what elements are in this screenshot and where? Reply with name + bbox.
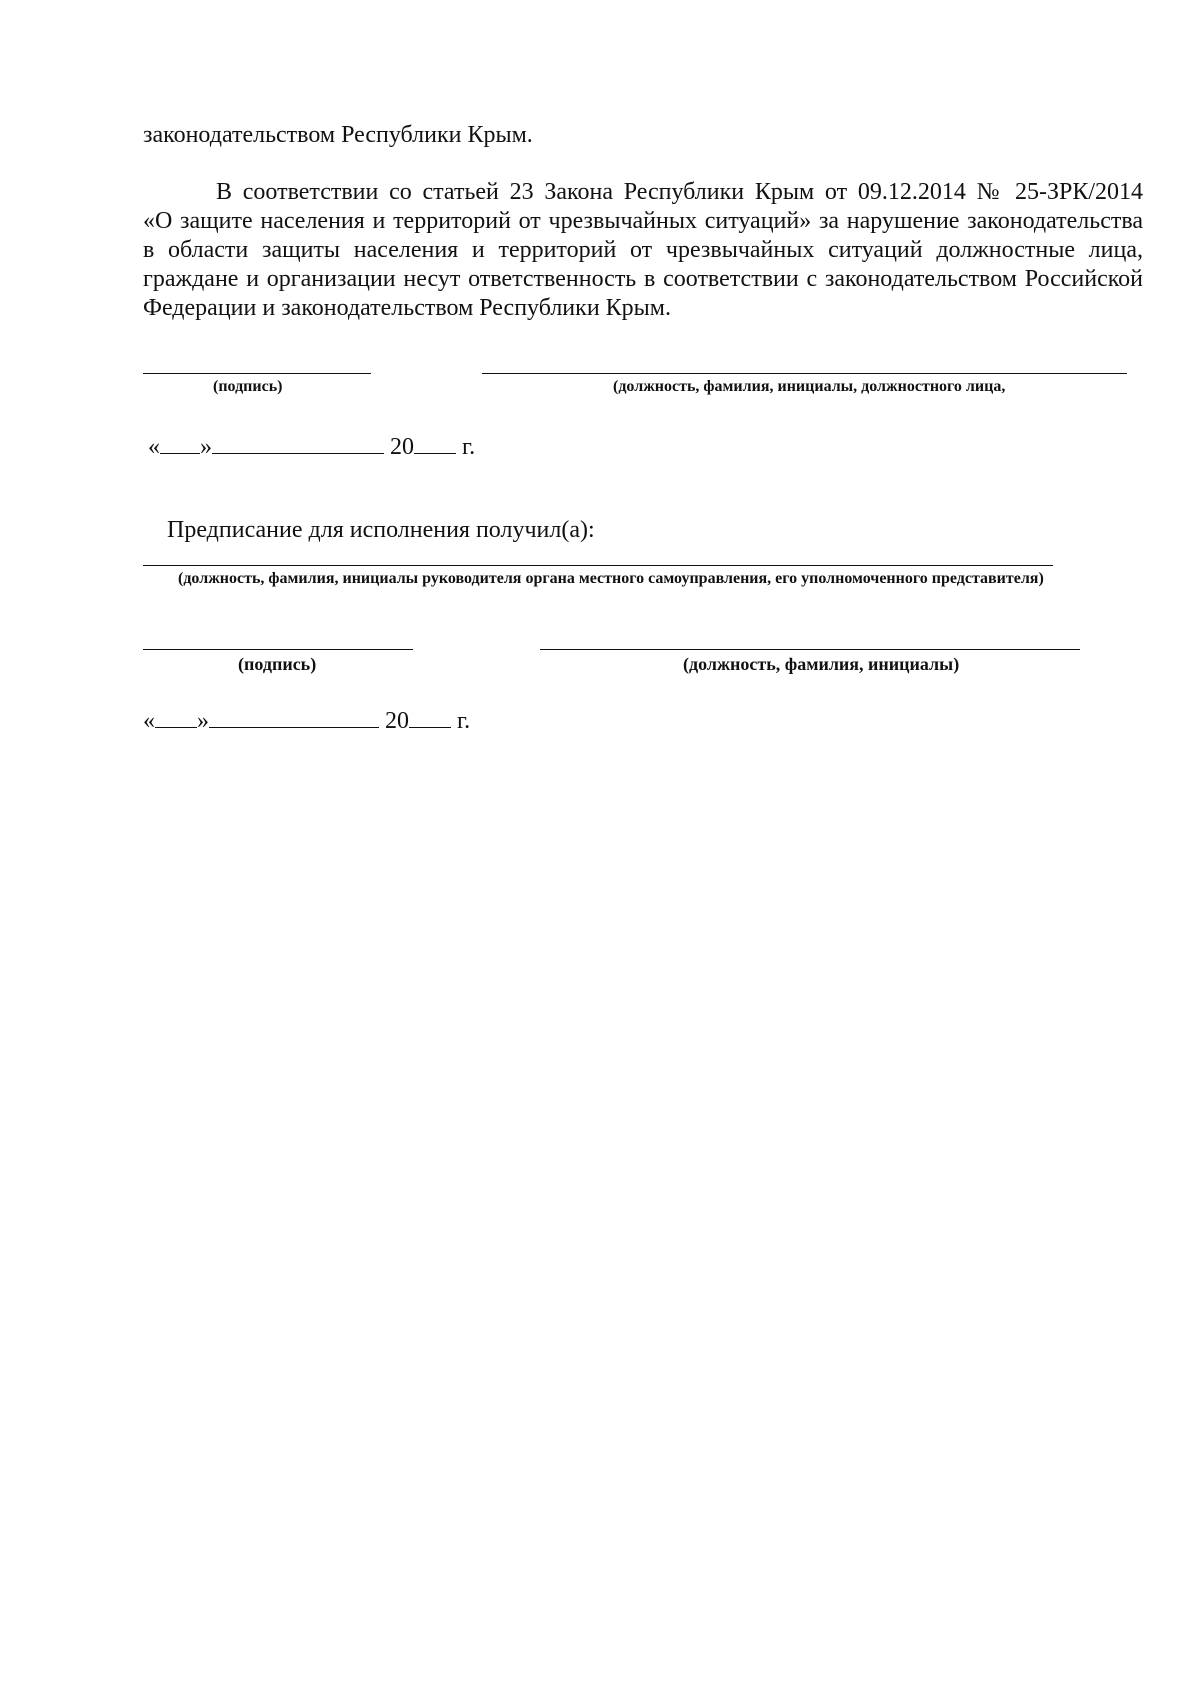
year-prefix: 20 [390,434,414,460]
recipient-line [143,565,1053,566]
recipient-position-line [540,649,1080,650]
official-position-line [482,373,1127,374]
signature-caption: (подпись) [213,378,283,395]
paragraph-line: граждане и организации несут ответственность в соответствии с законодательством Российской [143,266,1143,292]
continuation-text: законодательством Республики Крым. [143,122,533,148]
paragraph-line: Федерации и законодательством Республики Крым. [143,295,671,321]
year-blank [409,705,451,728]
day-blank [160,431,200,454]
date-close-quote: » [197,708,209,734]
date-line-1 [148,431,475,461]
signature-line [143,649,413,650]
month-blank [212,431,384,454]
year-suffix: г. [462,434,476,460]
paragraph-line: В соответствии со статьей 23 Закона Республики Крым от 09.12.2014 № 25-ЗРК/2014 [216,179,1143,205]
date-open-quote: « [143,708,155,734]
paragraph-line: в области защиты населения и территорий от чрезвычайных ситуаций должностные лица, [143,237,1143,263]
year-prefix: 20 [385,708,409,734]
year-suffix: г. [457,708,471,734]
date-line-2 [143,705,470,735]
official-position-caption: (должность, фамилия, инициалы, должностного лица, [613,378,1006,395]
date-open-quote: « [148,434,160,460]
day-blank [155,705,197,728]
recipient-caption: (должность, фамилия, инициалы руководителя органа местного самоуправления, его уполномоченного представителя) [178,570,1044,587]
signature-line [143,373,371,374]
date-close-quote: » [200,434,212,460]
year-blank [414,431,456,454]
received-label: Предписание для исполнения получил(а): [167,517,595,543]
paragraph-line: «О защите населения и территорий от чрезвычайных ситуаций» за нарушение законодательства [143,208,1143,234]
signature-caption: (подпись) [238,654,317,674]
month-blank [209,705,379,728]
recipient-position-caption: (должность, фамилия, инициалы) [683,654,960,674]
liability-paragraph [143,178,1143,323]
